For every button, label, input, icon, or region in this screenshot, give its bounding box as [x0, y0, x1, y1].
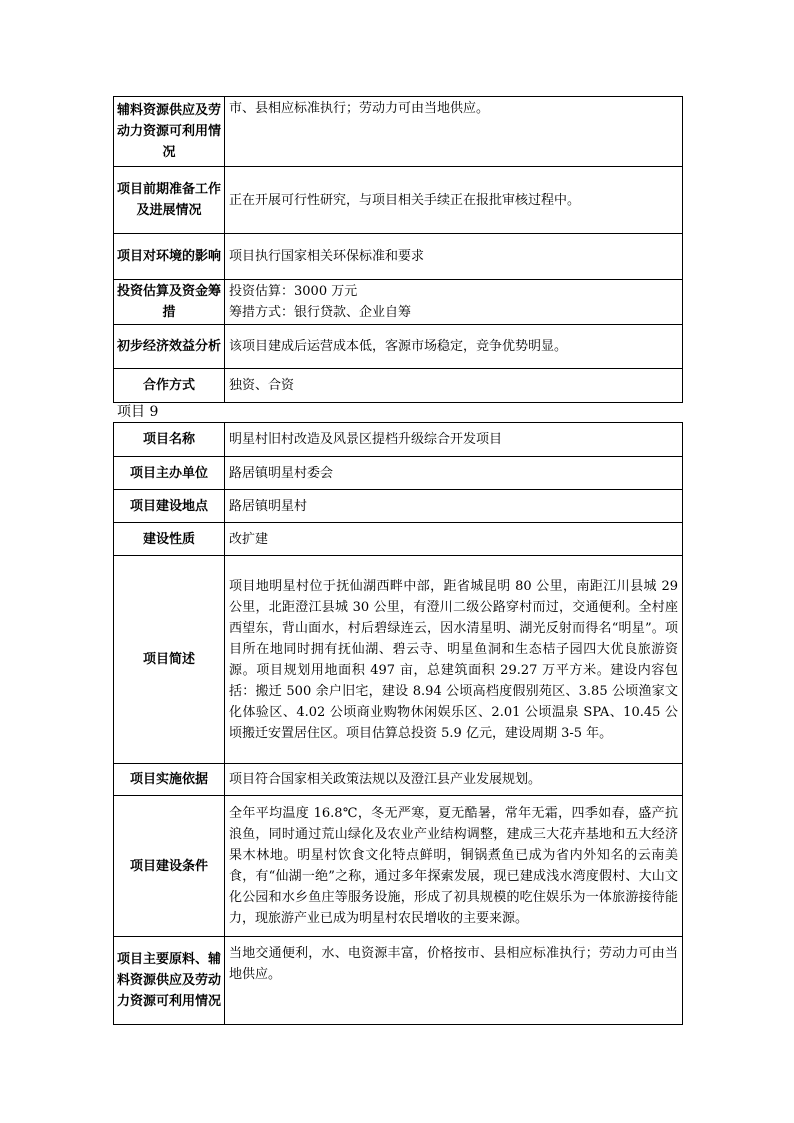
row-key: 项目实施依据: [114, 764, 225, 796]
row-key: 项目前期准备工作及进展情况: [114, 167, 225, 234]
row-key: 项目主办单位: [114, 457, 225, 490]
table-row: [114, 167, 683, 234]
table-row: [114, 764, 683, 796]
row-value: 正在开展可行性研究，与项目相关手续正在报批审核过程中。: [225, 167, 683, 234]
row-key: 合作方式: [114, 369, 225, 403]
table-row: [114, 556, 683, 764]
row-value: 该项目建成后运营成本低，客源市场稳定，竞争优势明显。: [225, 325, 683, 369]
row-value: [225, 280, 683, 325]
row-value: 路居镇明星村: [225, 490, 683, 523]
table-row: [114, 490, 683, 523]
row-key: 初步经济效益分析: [114, 325, 225, 369]
row-key: 辅料资源供应及劳动力资源可利用情况: [114, 97, 225, 167]
row-key: 项目对环境的影响: [114, 234, 225, 280]
row-key: 项目建设地点: [114, 490, 225, 523]
table-row: [114, 796, 683, 937]
row-key: 项目简述: [114, 556, 225, 764]
table-row: [114, 280, 683, 325]
row-value: 独资、合资: [225, 369, 683, 403]
row-value: 明星村旧村改造及风景区提档升级综合开发项目: [225, 423, 683, 457]
project-9-table: [113, 422, 683, 1025]
project-info-table-continued: [113, 96, 683, 403]
investment-estimate: 投资估算：3000 万元: [229, 284, 358, 299]
row-key: 项目名称: [114, 423, 225, 457]
row-value: 路居镇明星村委会: [225, 457, 683, 490]
row-value: 改扩建: [225, 523, 683, 556]
table-row: [114, 423, 683, 457]
row-value: 全年平均温度 16.8℃，冬无严寒，夏无酷暑，常年无霜，四季如春，盛产抗浪鱼，同时通过荒山绿化及农业产业结构调整，建成三大花卉基地和五大经济果木林地。明星村饮食文化特点鲜明，铜锅煮鱼已成为省内外知名的云南美食，有“仙湖一绝”之称，通过多年探索发展，现已建成浅水湾度假村、大山文化公园和水乡鱼庄等服务设施，形成了初具规模的吃住娱乐为一体旅游接待能力，现旅游产业已成为明星村农民增收的主要来源。: [225, 796, 683, 937]
row-key: 投资估算及资金筹措: [114, 280, 225, 325]
table-row: [114, 369, 683, 403]
row-key: 项目建设条件: [114, 796, 225, 937]
project-number-label: 项目 9: [117, 404, 159, 420]
financing-method: 筹措方式：银行贷款、企业自筹: [229, 305, 412, 320]
row-value: 市、县相应标准执行；劳动力可由当地供应。: [225, 97, 683, 167]
row-key: 项目主要原料、辅料资源供应及劳动力资源可利用情况: [114, 937, 225, 1025]
table-row: [114, 97, 683, 167]
row-value: 当地交通便利，水、电资源丰富，价格按市、县相应标准执行；劳动力可由当地供应。: [225, 937, 683, 1025]
row-value: 项目符合国家相关政策法规以及澄江县产业发展规划。: [225, 764, 683, 796]
table-row: [114, 234, 683, 280]
row-value: 项目地明星村位于抚仙湖西畔中部，距省城昆明 80 公里，南距江川县城 29 公里，北距澄江县城 30 公里，有澄川二级公路穿村而过，交通便利。全村座西望东，背山面水，村后碧绿连云，因水清星明、湖光反射而得名“明星”。项目所在地同时拥有抚仙湖、碧云寺、明星鱼洞和生态桔子园四大优良旅游资源。项目规划用地面积 497 亩，总建筑面积 29.27 万平方米。建设内容包括：搬迁 500 余户旧宅，建设 8.94 公顷高档度假别苑区、3.85 公顷渔家文化体验区、4.02 公顷商业购物休闲娱乐区、2.01 公顷温泉 SPA、10.45 公顷搬迁安置居住区。项目估算总投资 5.9 亿元，建设周期 3-5 年。: [225, 556, 683, 764]
table-row: [114, 937, 683, 1025]
table-row: [114, 325, 683, 369]
table-row: [114, 523, 683, 556]
table-row: [114, 457, 683, 490]
row-value: 项目执行国家相关环保标准和要求: [225, 234, 683, 280]
row-key: 建设性质: [114, 523, 225, 556]
